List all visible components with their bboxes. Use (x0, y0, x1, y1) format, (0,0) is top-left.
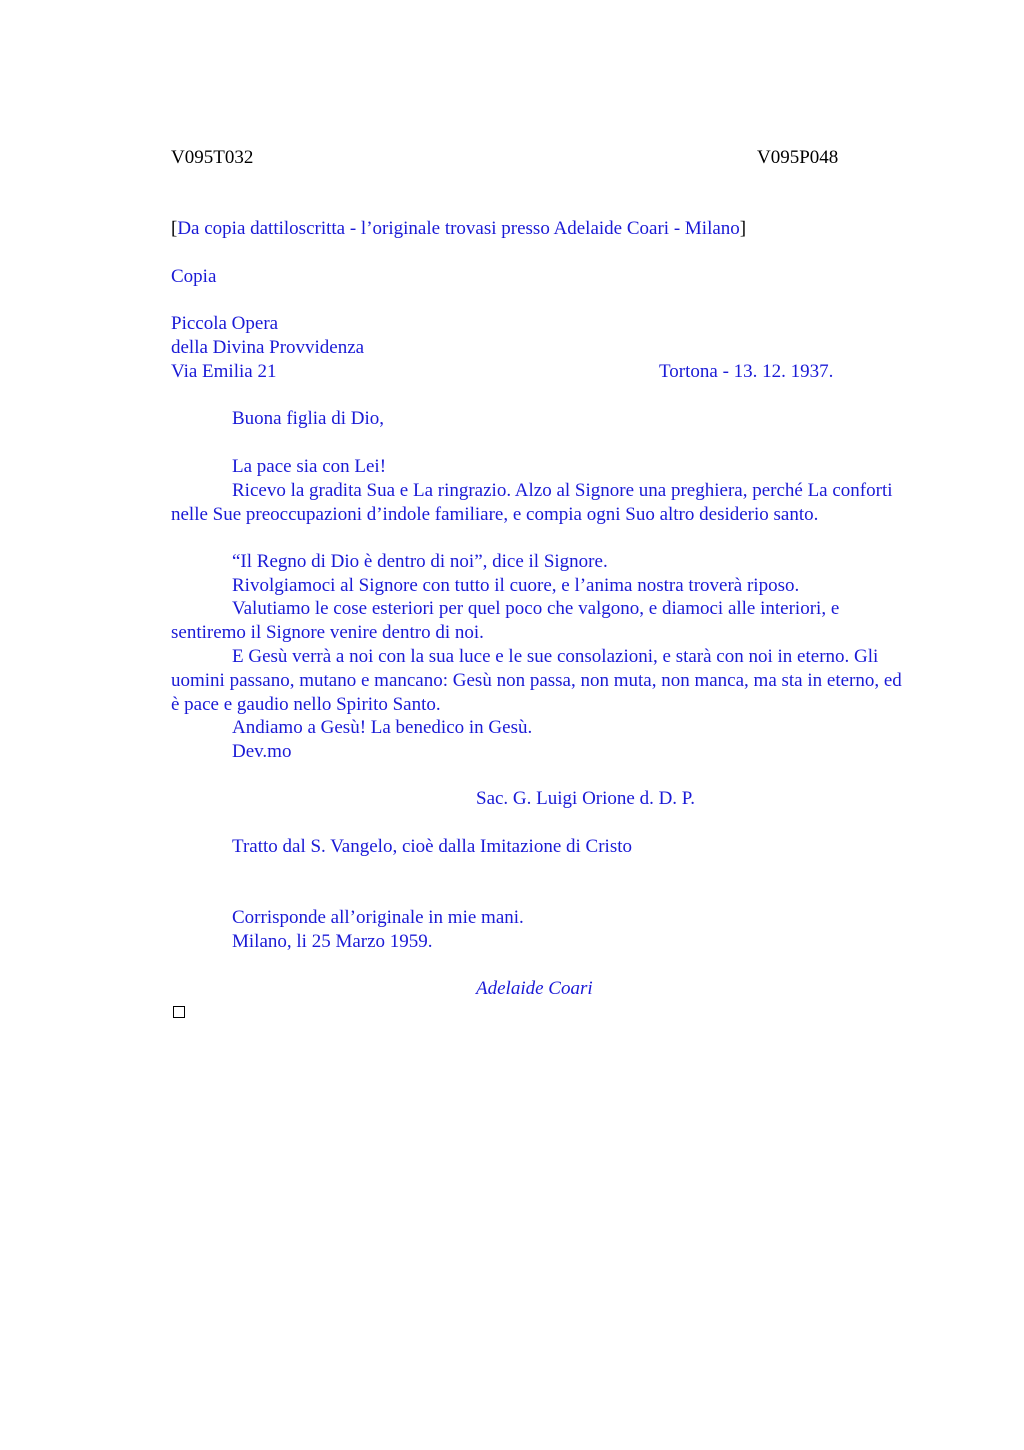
document-page (171, 0, 913, 1450)
end-marker-box (173, 1006, 185, 1018)
attestation-line-1: Corrisponde all’originale in mie mani. (232, 907, 524, 928)
body-paragraph-4: Rivolgiamoci al Signore con tutto il cuore, e l’anima nostra troverà riposo. (232, 575, 800, 596)
body-paragraph-7: Andiamo a Gesù! La benedico in Gesù. (232, 717, 533, 738)
closing-devmo: Dev.mo (232, 741, 292, 762)
source-note-close-bracket: ] (739, 218, 747, 239)
signature: Sac. G. Luigi Orione d. D. P. (476, 788, 696, 809)
source-note-imitation: Tratto dal S. Vangelo, cioè dalla Imitazione di Cristo (232, 836, 632, 857)
body-paragraph-5: Valutiamo le cose esteriori per quel poco che valgono, e diamoci alle interiori, e sentiremo il Signore venire dentro di noi. (171, 598, 840, 643)
source-note (171, 217, 746, 241)
copy-label: Copia (171, 266, 217, 287)
sender-line-3: Via Emilia 21 (171, 361, 277, 382)
header-left-code: V095T032 (171, 147, 254, 168)
sender-line-2: della Divina Provvidenza (171, 337, 365, 358)
body-paragraph-3: “Il Regno di Dio è dentro di noi”, dice il Signore. (232, 551, 608, 572)
attestation-signature: Adelaide Coari (476, 978, 593, 999)
source-note-text: Da copia dattiloscritta - l’originale trovasi presso Adelaide Coari - Milano (177, 218, 740, 239)
sender-line-1: Piccola Opera (171, 313, 279, 334)
header-right-code: V095P048 (757, 147, 839, 168)
source-note-open-bracket: [ (171, 218, 178, 239)
place-date: Tortona - 13. 12. 1937. (659, 361, 834, 382)
body-paragraph-2: Ricevo la gradita Sua e La ringrazio. Alzo al Signore una preghiera, perché La conforti nelle Sue preoccupazioni d’indole familiare, e compia ogni Suo altro desiderio santo. (171, 480, 893, 525)
salutation: Buona figlia di Dio, (232, 408, 384, 429)
body-paragraph-6: E Gesù verrà a noi con la sua luce e le sue consolazioni, e starà con noi in eterno. Gli uomini passano, mutano e mancano: Gesù non passa, non muta, non manca, ma sta in eterno, ed è pace e gaudio nello Spirito Santo. (171, 646, 902, 715)
body-paragraph-1: La pace sia con Lei! (232, 456, 387, 477)
attestation-line-2: Milano, li 25 Marzo 1959. (232, 931, 433, 952)
